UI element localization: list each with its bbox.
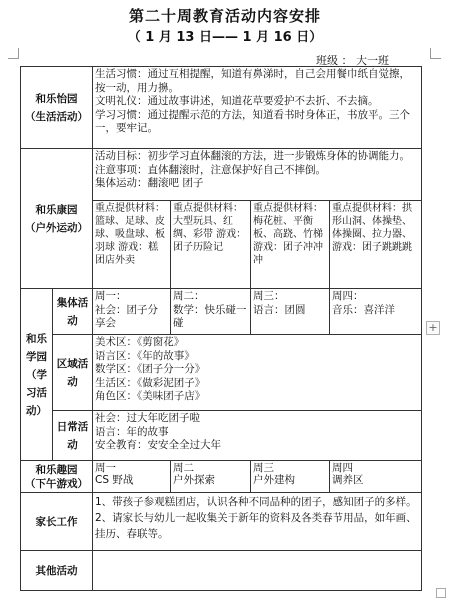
life-garden-content xyxy=(93,67,422,149)
health-goal: 活动目标：初步学习直体翻滚的方法，进一步锻炼身体的协调能力。 xyxy=(95,150,410,162)
game-text: 户外建构 xyxy=(253,474,295,486)
date-range: （ 1 月 13 日—— 1 月 16 日） xyxy=(127,30,323,45)
fun-garden-name: 和乐趣园 xyxy=(35,463,78,476)
day-label: 周二 xyxy=(173,462,194,474)
other-label: 其他活动 xyxy=(21,551,93,591)
fun-day-2 xyxy=(171,461,251,493)
area-activities xyxy=(93,335,422,411)
group-day-4 xyxy=(330,289,422,335)
area-item: 语言区：《年的故事》 xyxy=(95,349,195,362)
parents-label: 家长工作 xyxy=(21,493,93,551)
etiquette-line: 文明礼仪：通过故事讲述，知道花草要爱护不去折、不去摘。 xyxy=(95,95,379,107)
daily-activities xyxy=(93,411,422,461)
fun-day-3 xyxy=(251,461,330,493)
health-col-2: 重点提供材料：大型玩具、红绸、彩带 游戏：团子历险记 xyxy=(171,201,251,289)
study-garden-label xyxy=(21,289,53,461)
life-garden-name: 和乐怡园 xyxy=(35,92,78,105)
area-item: 生活区：《做彩泥团子》 xyxy=(95,376,206,389)
activity-text: 数学：快乐碰一碰 xyxy=(173,303,247,329)
health-garden-sub: （户外运动） xyxy=(25,221,88,234)
health-garden-label xyxy=(21,149,93,289)
health-notes: 注意事项：直体翻滚时，注意保护好自己不摔倒。 xyxy=(95,163,326,176)
day-label: 周一： xyxy=(95,290,127,302)
health-col-1: 重点提供材料：篮球、足球、皮球、吸盘球、板羽球 游戏：糕团店外卖 xyxy=(93,201,171,289)
fun-garden-sub: （下午游戏） xyxy=(25,477,88,490)
study-garden-name: 和乐学园 xyxy=(26,332,47,363)
page-corner-mark xyxy=(430,48,441,59)
area-activity-label: 区域活动 xyxy=(53,335,93,411)
game-text: 户外探索 xyxy=(173,474,215,486)
day-label: 周四 xyxy=(332,462,353,474)
parents-item: 2、请家长与幼儿一起收集关于新年的资料及各类春节用品，如年画、挂历、春联等。 xyxy=(95,512,417,540)
fun-day-1 xyxy=(93,461,171,493)
parents-item: 1、带孩子参观糕团店，认识各种不同品种的团子，感知团子的多样。 xyxy=(95,496,417,508)
area-item: 美术区：《剪窗花》 xyxy=(95,336,185,348)
life-garden-sub: （生活活动） xyxy=(25,110,88,123)
health-garden-name: 和乐康园 xyxy=(35,203,78,216)
group-day-1 xyxy=(93,289,171,335)
life-garden-label xyxy=(21,67,93,149)
parents-content xyxy=(93,493,422,551)
class-label: 班级 ： 大一班 xyxy=(316,54,389,67)
health-group: 集体运动：翻滚吧 团子 xyxy=(95,177,204,189)
game-text: CS 野战 xyxy=(95,474,134,486)
area-item: 数学区：《团子分一分》 xyxy=(95,363,206,375)
health-garden-info xyxy=(93,149,422,201)
activity-text: 音乐：喜洋洋 xyxy=(332,303,395,316)
activity-text: 社会：团子分享会 xyxy=(95,303,158,329)
page-corner-mark xyxy=(8,48,19,59)
health-col-4: 重点提供材料：拱形山洞、体操垫、体操圈、拉力器、游戏：团子跳跳跳 xyxy=(330,201,422,289)
day-label: 周二： xyxy=(173,290,205,302)
study-garden-sub: （学习活动） xyxy=(26,368,47,417)
game-text: 调养区 xyxy=(332,474,364,486)
other-content xyxy=(93,551,422,591)
day-label: 周三： xyxy=(253,290,285,302)
health-col-3: 重点提供材料：梅花桩、平衡板、高跷、竹梯 游戏：团子冲冲冲 xyxy=(251,201,330,289)
daily-activity-label: 日常活动 xyxy=(53,411,93,461)
schedule-table xyxy=(20,66,422,591)
activity-text: 语言：团圆 xyxy=(253,303,306,316)
group-day-3 xyxy=(251,289,330,335)
group-activity-label: 集体活动 xyxy=(53,289,93,335)
add-row-button[interactable]: + xyxy=(426,321,440,335)
study-habit-line: 学习习惯：通过提醒示范的方法，知道看书时身体正，书放平。三个一，要牢记。 xyxy=(95,108,410,134)
fun-garden-label xyxy=(21,461,93,493)
page-title: 第二十周教育活动内容安排 xyxy=(128,7,321,25)
fun-day-4 xyxy=(330,461,422,493)
day-label: 周一 xyxy=(95,462,116,474)
daily-item: 语言：年的故事 xyxy=(95,425,169,438)
life-habit-line: 生活习惯：通过互相提醒，知道有鼻涕时，自己会用餐巾纸自觉擦，按一动，用力擤。 xyxy=(95,68,410,94)
table-resize-handle[interactable] xyxy=(436,588,446,598)
daily-item: 安全教育：安安全全过大年 xyxy=(95,439,221,451)
daily-item: 社会：过大年吃团子啦 xyxy=(95,412,200,424)
group-day-2 xyxy=(171,289,251,335)
day-label: 周三 xyxy=(253,462,274,474)
day-label: 周四： xyxy=(332,290,364,302)
area-item: 角色区：《美味团子店》 xyxy=(95,390,206,402)
